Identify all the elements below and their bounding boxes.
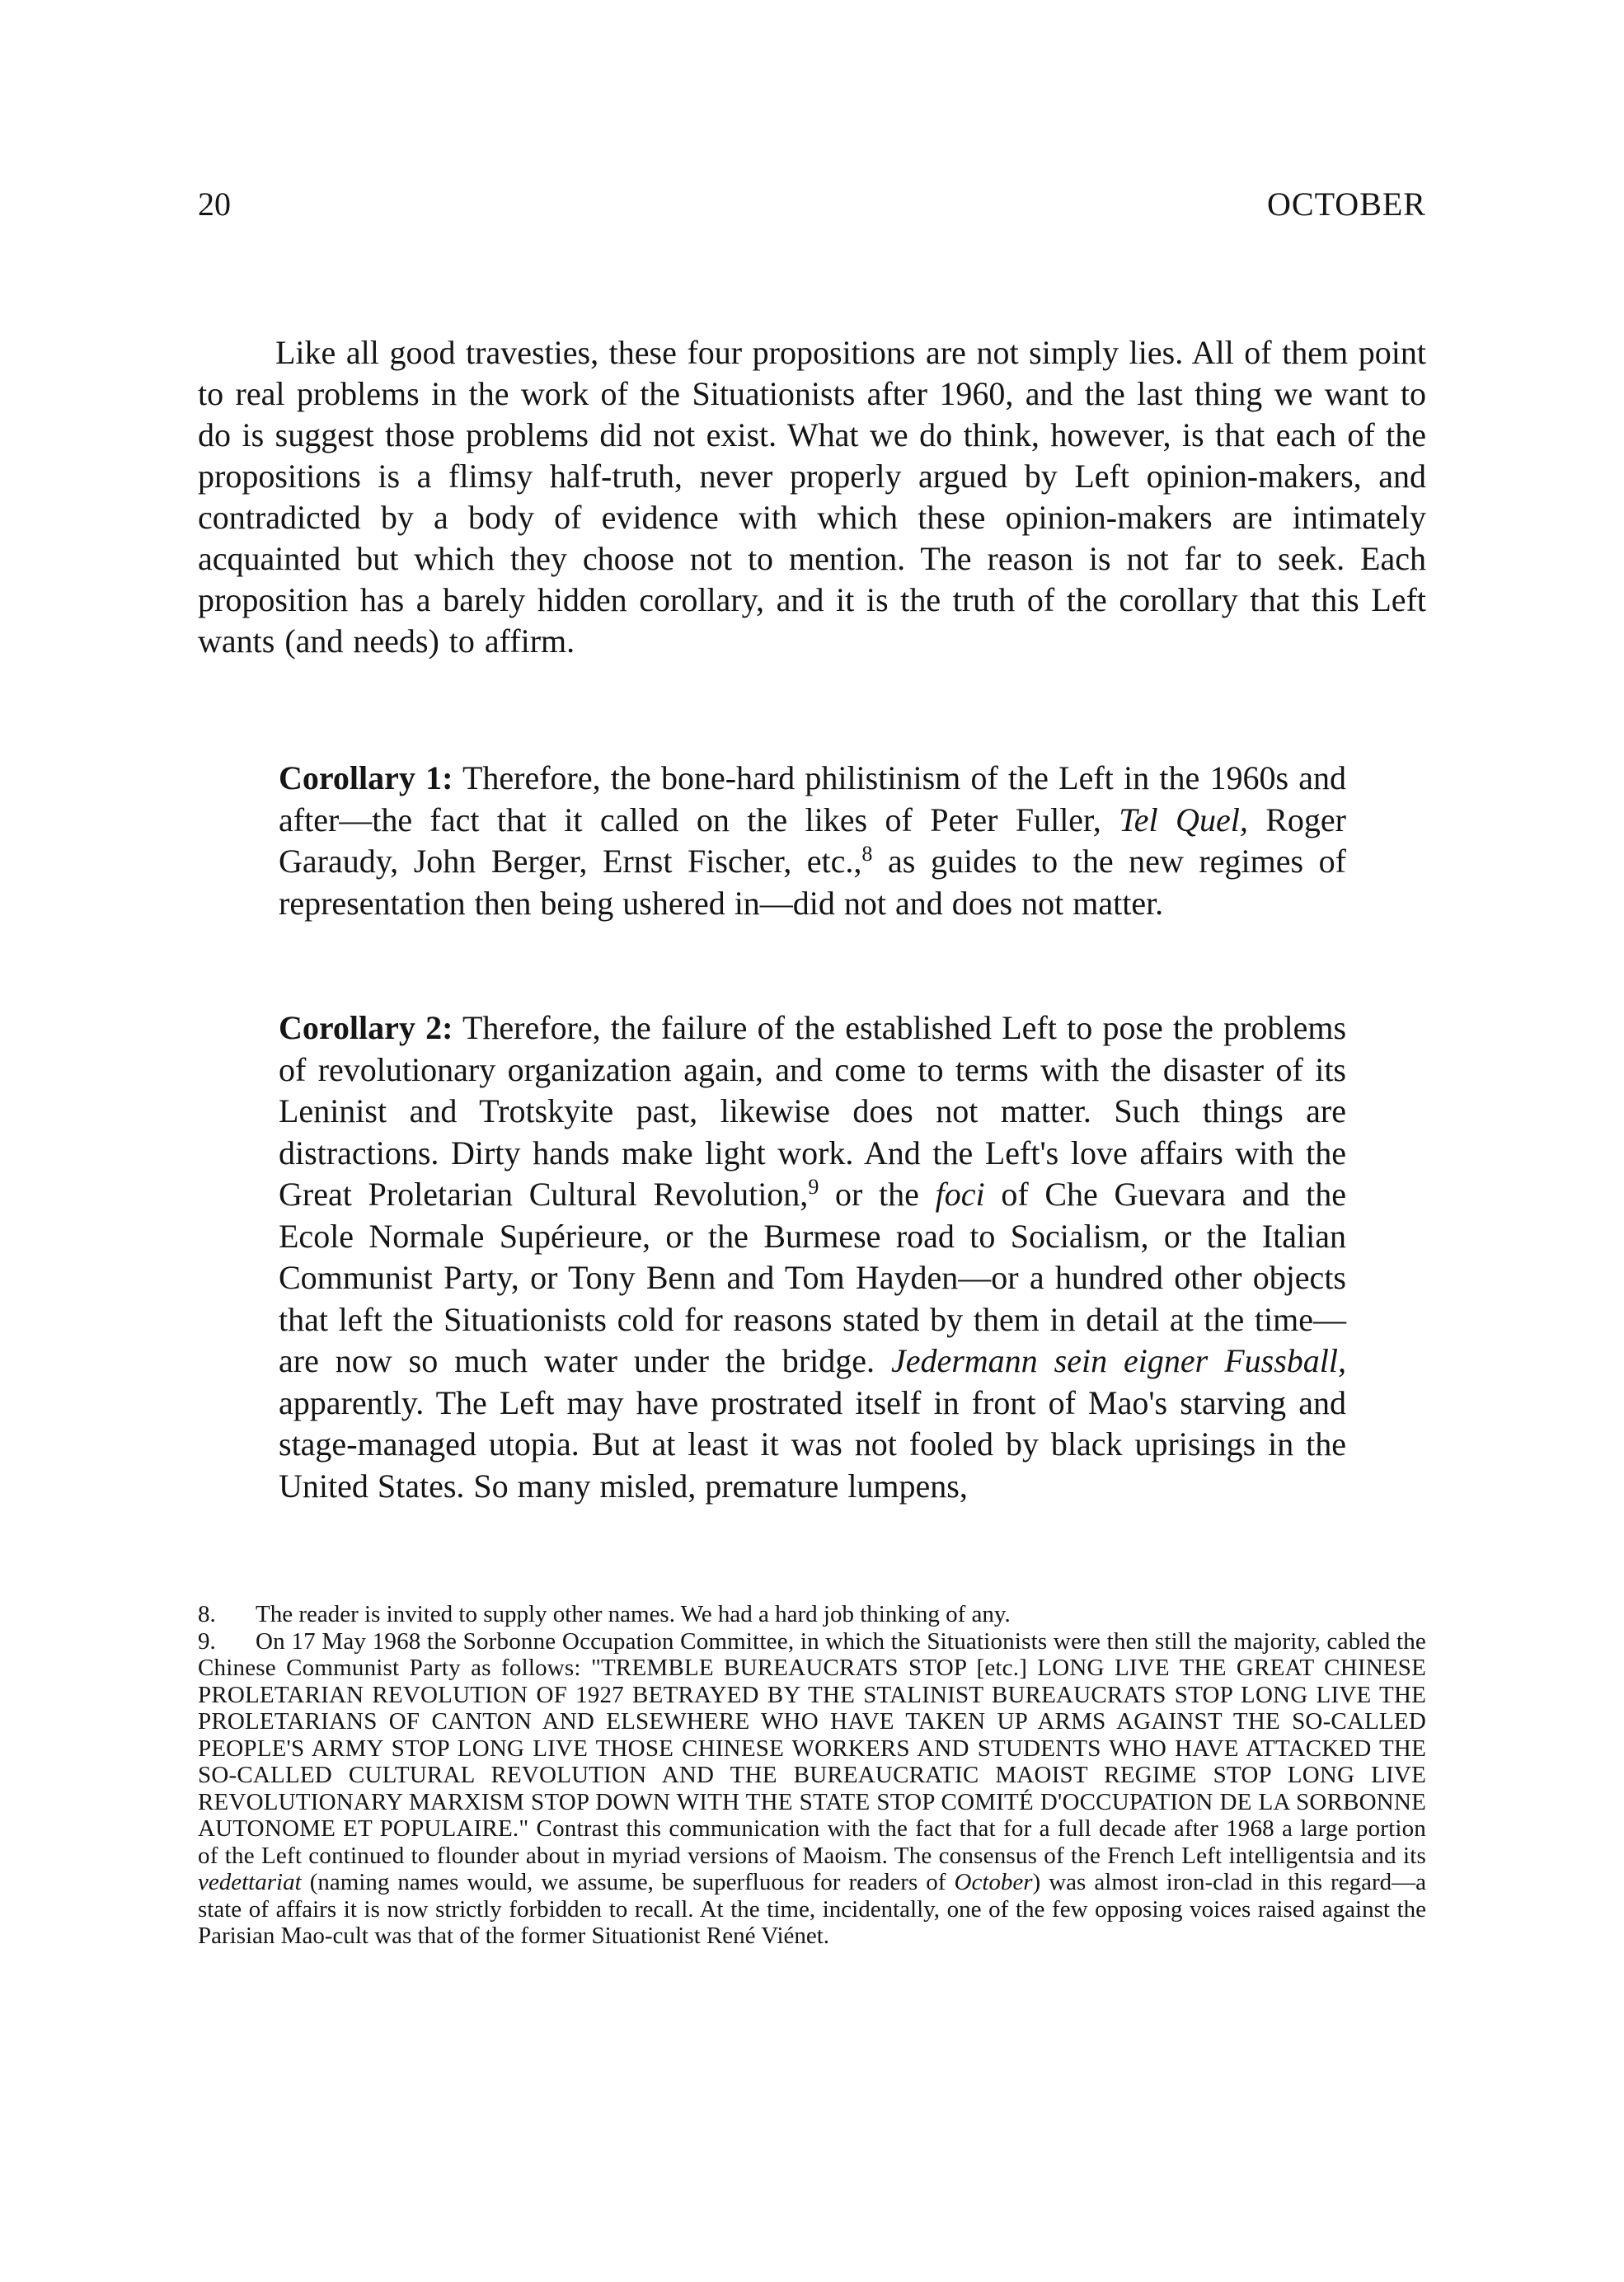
- corollary-2-text-c: of Che Guevara and the Ecole Normale Supérieure, or the Burmese road to Socialism, or the Italian Communist Party, or Tony Benn and Tom Hayden—or a hundred other objects that left the Situationists cold for reasons stated by them in detail at the time—are now so much water under the bridge.: [279, 1176, 1347, 1379]
- intro-paragraph: Like all good travesties, these four propositions are not simply lies. All of them point to real problems in the work of the Situationists after 1960, and the last thing we want to do is suggest those problems did not exist. What we do think, however, is that each of the propositions is a flimsy half-truth, never properly argued by Left opinion-makers, and contradicted by a body of evidence with which these opinion-makers are intimately acquainted but which they choose not to mention. The reason is not far to seek. Each proposition has a barely hidden corollary, and it is the truth of the corollary that this Left wants (and needs) to affirm.: [198, 334, 1426, 660]
- footnote-ref-8[interactable]: 8: [861, 842, 873, 866]
- footnote-8-number: 8.: [198, 1601, 216, 1627]
- footnotes: [198, 1601, 1426, 1950]
- footnote-8-text: The reader is invited to supply other names. We had a hard job thinking of any.: [256, 1601, 1011, 1627]
- running-head: [198, 180, 1426, 229]
- footnote-9-text-b: (naming names would, we assume, be superfluous for readers of: [301, 1869, 955, 1895]
- corollary-1-text-c: as guides to the new regimes of representation then being ushered in—did not and does not matter.: [279, 843, 1346, 922]
- corollary-1-label: Corollary 1:: [279, 759, 453, 796]
- journal-title: OCTOBER: [1267, 185, 1426, 223]
- corollary-1-paragraph: [279, 758, 1346, 924]
- corollary-2-paragraph: [279, 1007, 1346, 1507]
- footnote-ref-9[interactable]: 9: [808, 1175, 819, 1199]
- corollary-1-text-a: Therefore, the bone-hard philistinism of the Left in the 1960s and after—the fact that it called on the likes of Peter Fuller,: [279, 759, 1347, 838]
- footnote-9-italic-october: October: [954, 1869, 1033, 1895]
- footnote-9-text-a: On 17 May 1968 the Sorbonne Occupation Committee, in which the Situationists were then still the majority, cabled the Chinese Communist Party as follows: "TREMBLE BUREAUCRATS STOP [etc.] LONG LIVE THE GREAT CHINESE PROLETARIAN REVOLUTION OF 1927 BETRAYED BY THE STALINIST BUREAUCRATS STOP LONG LIVE THE PROLETARIANS OF CANTON AND ELSEWHERE WHO HAVE TAKEN UP ARMS AGAINST THE SO-CALLED PEOPLE'S ARMY STOP LONG LIVE THOSE CHINESE WORKERS AND STUDENTS WHO HAVE ATTACKED THE SO-CALLED CULTURAL REVOLUTION AND THE BUREAUCRATIC MAOIST REGIME STOP LONG LIVE REVOLUTIONARY MARXISM STOP DOWN WITH THE STATE STOP COMITÉ D'OCCUPATION DE LA SORBONNE AUTONOME ET POPULAIRE." Contrast this communication with the fact that for a full decade after 1968 a large portion of the Left continued to flounder about in myriad versions of Maoism. The consensus of the French Left intelligentsia and its: [198, 1627, 1426, 1869]
- corollary-2-label: Corollary 2:: [279, 1009, 453, 1046]
- corollary-2-text-a: Therefore, the failure of the established Left to pose the problems of revolutionary organization again, and come to terms with the disaster of its Leninist and Trotskyite past, likewise does not matter. Such things are distractions. Dirty hands make light work. And the Left's love affairs with the Great Proletarian Cultural Revolution,: [279, 1009, 1347, 1213]
- corollary-2-text-d: apparently. The Left may have prostrated itself in front of Mao's starving and stage-managed utopia. But at least it was not fooled by black uprisings in the United States. So many misled, premature lumpens,: [279, 1383, 1346, 1505]
- corollary-2-italic-foci: foci: [935, 1176, 985, 1213]
- footnote-8: [198, 1601, 1426, 1628]
- corollary-2-text-b: or the: [819, 1176, 936, 1213]
- footnote-9-number: 9.: [198, 1627, 216, 1655]
- page-number: 20: [198, 185, 231, 223]
- footnote-9-italic-vedettariat: vedettariat: [198, 1869, 302, 1895]
- corollary-2-italic-jedermann: Jedermann sein eigner Fussball,: [890, 1342, 1346, 1379]
- corollary-1-text-b: Roger Garaudy, John Berger, Ernst Fischer, etc.,: [279, 801, 1346, 880]
- corollary-1-italic-tel-quel: Tel Quel,: [1119, 801, 1248, 838]
- footnote-9: [198, 1628, 1426, 1950]
- footnote-9-text-c: ) was almost iron-clad in this regard—a state of affairs it is now strictly forbidden to recall. At the time, incidentally, one of the few opposing voices raised against the Parisian Mao-cult was that of the former Situationist René Viénet.: [198, 1869, 1426, 1949]
